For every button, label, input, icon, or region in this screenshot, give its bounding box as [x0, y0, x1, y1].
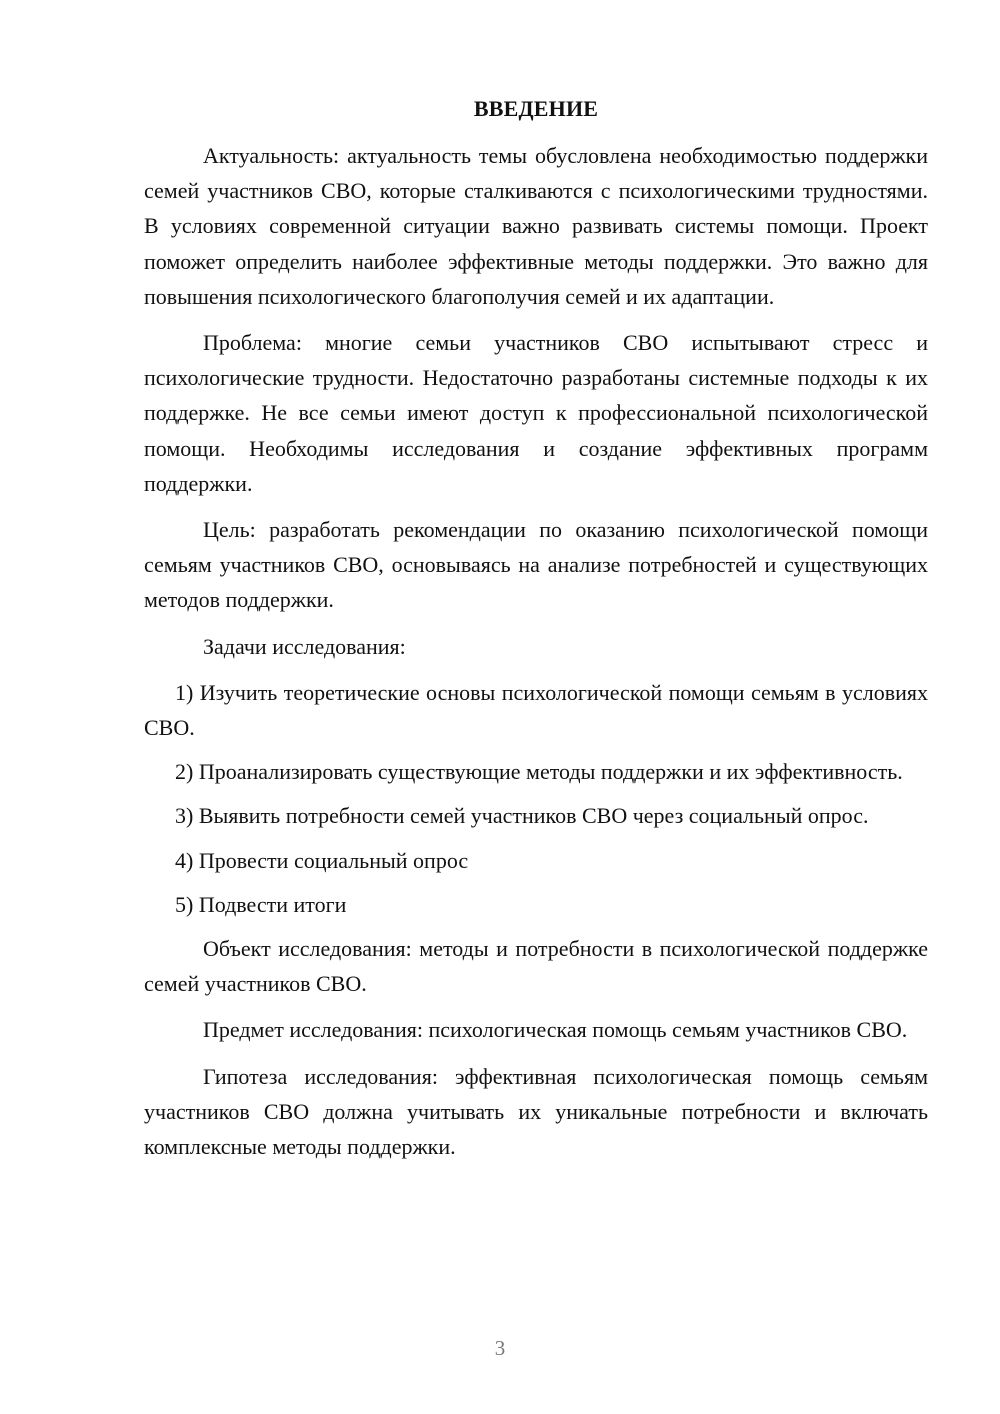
task-item: 1) Изучить теоретические основы психологической помощи семьям в условиях СВО. — [144, 679, 928, 741]
subject-paragraph: Предмет исследования: психологическая помощь семьям участников СВО. — [203, 1017, 908, 1043]
object-paragraph: Объект исследования: методы и потребности в психологической поддержке семей участников СВО. — [144, 936, 928, 997]
tasks-list — [144, 675, 928, 922]
document-page — [144, 92, 928, 1175]
relevance-paragraph: Актуальность: актуальность темы обусловлена необходимостью поддержки семей участников СВО, которые сталкиваются с психологическими трудностями. В условиях современной ситуации важно развивать системы помощи. Проект поможет определить наиболее эффективные методы поддержки. Это важно для повышения психологического благополучия семей и их адаптации. — [144, 143, 928, 309]
task-item: 4) Провести социальный опрос — [175, 847, 469, 873]
goal-paragraph: Цель: разработать рекомендации по оказанию психологической помощи семьям участников СВО, основываясь на анализе потребностей и существующих методов поддержки. — [144, 517, 928, 613]
section-heading: ВВЕДЕНИЕ — [473, 96, 599, 121]
hypothesis-paragraph: Гипотеза исследования: эффективная психологическая помощь семьям участников СВО должна учитывать их уникальные потребности и включать комплексные методы поддержки. — [144, 1063, 928, 1160]
task-item: 3) Выявить потребности семей участников СВО через социальный опрос. — [175, 803, 869, 829]
task-item: 5) Подвести итоги — [175, 891, 347, 917]
tasks-heading: Задачи исследования: — [203, 633, 406, 659]
problem-paragraph: Проблема: многие семьи участников СВО испытывают стресс и психологические трудности. Недостаточно разработаны системные подходы к их поддержке. Не все семьи имеют доступ к профессиональной психологической помощи. Необходимы исследования и создание эффективных программ поддержки. — [144, 330, 928, 496]
page-number: 3 — [494, 1336, 506, 1360]
task-item: 2) Проанализировать существующие методы поддержки и их эффективность. — [175, 759, 903, 785]
